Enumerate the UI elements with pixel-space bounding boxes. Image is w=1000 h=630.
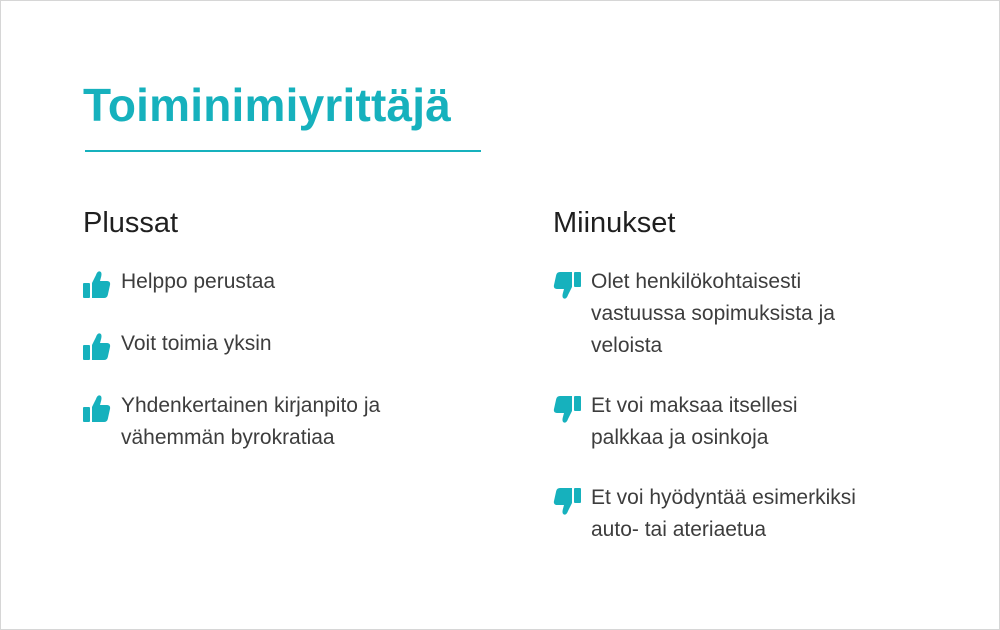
pros-list: [83, 267, 483, 454]
pros-item-label: Yhdenkertainen kirjanpito ja vähemmän byrokratiaa: [121, 394, 381, 449]
cons-item-label: Olet henkilökohtaisesti vastuussa sopimuksista ja veloista: [591, 270, 835, 357]
page-title: Toiminimiyrittäjä: [83, 79, 452, 131]
pros-column: [83, 203, 483, 483]
thumbs-down-icon: [553, 270, 581, 300]
pros-item: [83, 267, 483, 300]
cons-item-label: Et voi maksaa itsellesi palkkaa ja osinkoja: [591, 394, 798, 449]
cons-list: [553, 267, 953, 546]
title-underline: [85, 150, 481, 152]
cons-column: [553, 203, 953, 575]
cons-item: [553, 391, 953, 454]
thumbs-down-icon: [553, 394, 581, 424]
pros-item: [83, 329, 483, 362]
pros-heading: Plussat: [83, 207, 179, 239]
cons-heading: Miinukset: [553, 207, 676, 239]
thumbs-up-icon: [83, 270, 111, 300]
cons-item-label: Et voi hyödyntää esimerkiksi auto- tai ateriaetua: [591, 486, 856, 541]
pros-item: [83, 391, 483, 454]
thumbs-down-icon: [553, 486, 581, 516]
pros-item-label: Voit toimia yksin: [121, 332, 272, 355]
pros-item-label: Helppo perustaa: [121, 270, 276, 293]
cons-item: [553, 267, 953, 362]
thumbs-up-icon: [83, 332, 111, 362]
cons-item: [553, 483, 953, 546]
thumbs-up-icon: [83, 394, 111, 424]
